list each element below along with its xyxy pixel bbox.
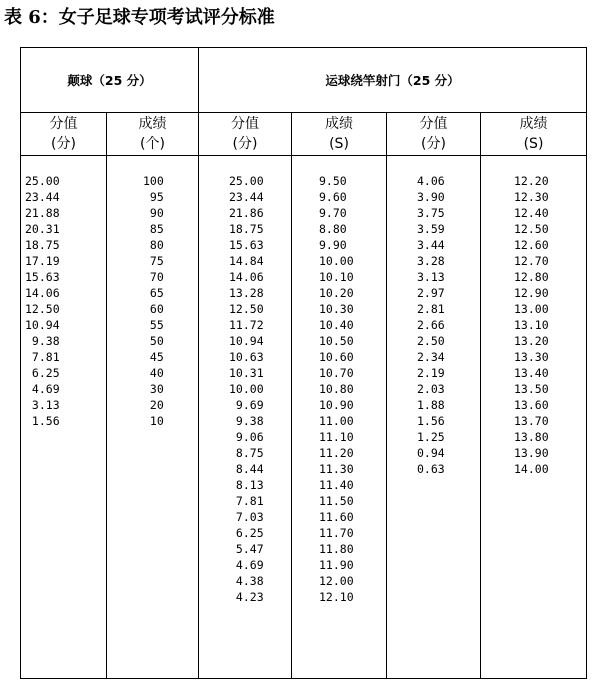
table-cell: 10.94 [25,318,60,332]
table-cell: 12.90 [514,286,549,300]
table-cell: 90 [143,206,164,220]
table-cell: 10.80 [319,382,354,396]
table-cell: 1.88 [417,398,445,412]
table-cell: 65 [143,286,164,300]
table-cell: 9.50 [319,174,347,188]
table-cell: 0.94 [417,446,445,460]
table-cell: 13.28 [229,286,264,300]
column-divider [386,113,387,678]
table-cell: 85 [143,222,164,236]
table-cell: 11.70 [319,526,354,540]
column-header [21,113,106,155]
table-cell: 12.20 [514,174,549,188]
table-cell: 9.06 [229,430,264,444]
table-cell: 11.72 [229,318,264,332]
table-cell: 4.69 [25,382,60,396]
table-cell: 7.81 [25,350,60,364]
table-cell: 20 [143,398,164,412]
table-cell: 10.00 [229,382,264,396]
table-cell: 80 [143,238,164,252]
table-cell: 10.63 [229,350,264,364]
table-cell: 13.90 [514,446,549,460]
table-cell: 7.81 [229,494,264,508]
table-cell: 21.88 [25,206,60,220]
table-cell: 25.00 [229,174,264,188]
table-cell: 9.69 [229,398,264,412]
table-cell: 13.80 [514,430,549,444]
table-cell: 13.00 [514,302,549,316]
column-header-unit: (分) [421,136,446,152]
table-cell: 11.20 [319,446,354,460]
table-cell: 15.63 [229,238,264,252]
table-cell: 10.00 [319,254,354,268]
column-header-label: 成绩 [138,116,167,132]
table-cell: 70 [143,270,164,284]
table-cell: 8.75 [229,446,264,460]
table-cell: 12.40 [514,206,549,220]
column-header-label: 分值 [231,116,259,132]
table-cell: 2.81 [417,302,445,316]
table-cell: 40 [143,366,164,380]
table-cell: 10.20 [319,286,354,300]
table-cell: 12.10 [319,590,354,604]
table-cell: 3.90 [417,190,445,204]
table-cell: 23.44 [25,190,60,204]
table-cell: 9.38 [229,414,264,428]
column-divider [480,113,481,678]
table-caption: 表 6：女子足球专项考试评分标准 [4,7,275,28]
column-values [229,173,264,605]
column-header-label: 分值 [49,116,78,132]
table-cell: 100 [143,174,164,188]
column-header [199,113,291,155]
table-cell: 7.03 [229,510,264,524]
table-cell: 10.40 [319,318,354,332]
table-cell: 2.34 [417,350,445,364]
table-cell: 6.25 [229,526,264,540]
table-cell: 21.86 [229,206,264,220]
table-cell: 8.44 [229,462,264,476]
table-cell: 2.66 [417,318,445,332]
table-cell: 2.97 [417,286,445,300]
table-cell: 18.75 [229,222,264,236]
table-cell: 3.13 [25,398,60,412]
table-cell: 25.00 [25,174,60,188]
table-cell: 10.50 [319,334,354,348]
table-cell: 4.38 [229,574,264,588]
table-cell: 15.63 [25,270,60,284]
column-header [292,113,386,155]
table-cell: 11.60 [319,510,354,524]
table-cell: 12.60 [514,238,549,252]
column-header [387,113,480,155]
table-cell: 13.60 [514,398,549,412]
table-cell: 11.80 [319,542,354,556]
table-cell: 1.25 [417,430,445,444]
table-cell: 9.90 [319,238,347,252]
group-title-juggling: 颠球（25 分） [67,73,152,88]
table-cell: 13.10 [514,318,549,332]
table-cell: 23.44 [229,190,264,204]
column-values [319,173,354,605]
table-cell: 2.19 [417,366,445,380]
table-cell: 11.30 [319,462,354,476]
table-cell: 4.23 [229,590,264,604]
table-cell: 13.40 [514,366,549,380]
column-values [25,173,60,429]
column-values [417,173,445,477]
table-cell: 14.06 [25,286,60,300]
table-cell: 3.59 [417,222,445,236]
table-cell: 11.40 [319,478,354,492]
table-cell: 12.50 [229,302,264,316]
table-cell: 50 [143,334,164,348]
table-cell: 10.94 [229,334,264,348]
table-cell: 11.50 [319,494,354,508]
table-cell: 10.31 [229,366,264,380]
table-cell: 12.50 [25,302,60,316]
table-cell: 11.00 [319,414,354,428]
table-cell: 10.30 [319,302,354,316]
table-cell: 2.50 [417,334,445,348]
column-header-label: 成绩 [325,116,353,132]
table-cell: 30 [143,382,164,396]
column-header [107,113,198,155]
table-cell: 4.69 [229,558,264,572]
column-header-unit: (S) [329,136,349,152]
table-cell: 10.60 [319,350,354,364]
table-cell: 75 [143,254,164,268]
table-cell: 9.70 [319,206,347,220]
table-cell: 45 [143,350,164,364]
table-cell: 20.31 [25,222,60,236]
table-cell: 10 [143,414,164,428]
group-title-dribble-shoot: 运球绕竿射门（25 分） [325,73,460,88]
table-cell: 13.30 [514,350,549,364]
table-cell: 10.70 [319,366,354,380]
table-cell: 3.13 [417,270,445,284]
table-cell: 13.70 [514,414,549,428]
table-cell: 1.56 [417,414,445,428]
table-cell: 6.25 [25,366,60,380]
table-cell: 14.00 [514,462,549,476]
table-cell: 1.56 [25,414,60,428]
table-cell: 0.63 [417,462,445,476]
table-cell: 10.10 [319,270,354,284]
table-cell: 4.06 [417,174,445,188]
column-header-label: 成绩 [519,116,548,132]
table-cell: 13.20 [514,334,549,348]
table-cell: 14.84 [229,254,264,268]
column-header [481,113,586,155]
column-divider [106,113,107,678]
table-cell: 10.90 [319,398,354,412]
table-cell: 5.47 [229,542,264,556]
table-cell: 3.28 [417,254,445,268]
table-cell: 12.80 [514,270,549,284]
column-header-label: 分值 [419,116,448,132]
table-cell: 12.30 [514,190,549,204]
column-values [514,173,549,477]
table-cell: 9.60 [319,190,347,204]
column-divider [291,113,292,678]
table-cell: 8.80 [319,222,347,236]
table-cell: 95 [143,190,164,204]
table-cell: 14.06 [229,270,264,284]
column-values [143,173,164,429]
table-cell: 3.75 [417,206,445,220]
scoring-table [20,47,587,679]
column-header-unit: (分) [232,136,258,152]
table-cell: 3.44 [417,238,445,252]
table-cell: 2.03 [417,382,445,396]
table-cell: 13.50 [514,382,549,396]
column-header-unit: (个) [140,136,165,152]
table-cell: 55 [143,318,164,332]
table-cell: 18.75 [25,238,60,252]
table-cell: 17.19 [25,254,60,268]
column-header-unit: (分) [51,136,76,152]
column-header-unit: (S) [523,136,544,152]
table-cell: 12.00 [319,574,354,588]
table-cell: 12.50 [514,222,549,236]
table-cell: 8.13 [229,478,264,492]
table-cell: 11.10 [319,430,354,444]
table-cell: 12.70 [514,254,549,268]
table-cell: 9.38 [25,334,60,348]
table-cell: 60 [143,302,164,316]
table-cell: 11.90 [319,558,354,572]
